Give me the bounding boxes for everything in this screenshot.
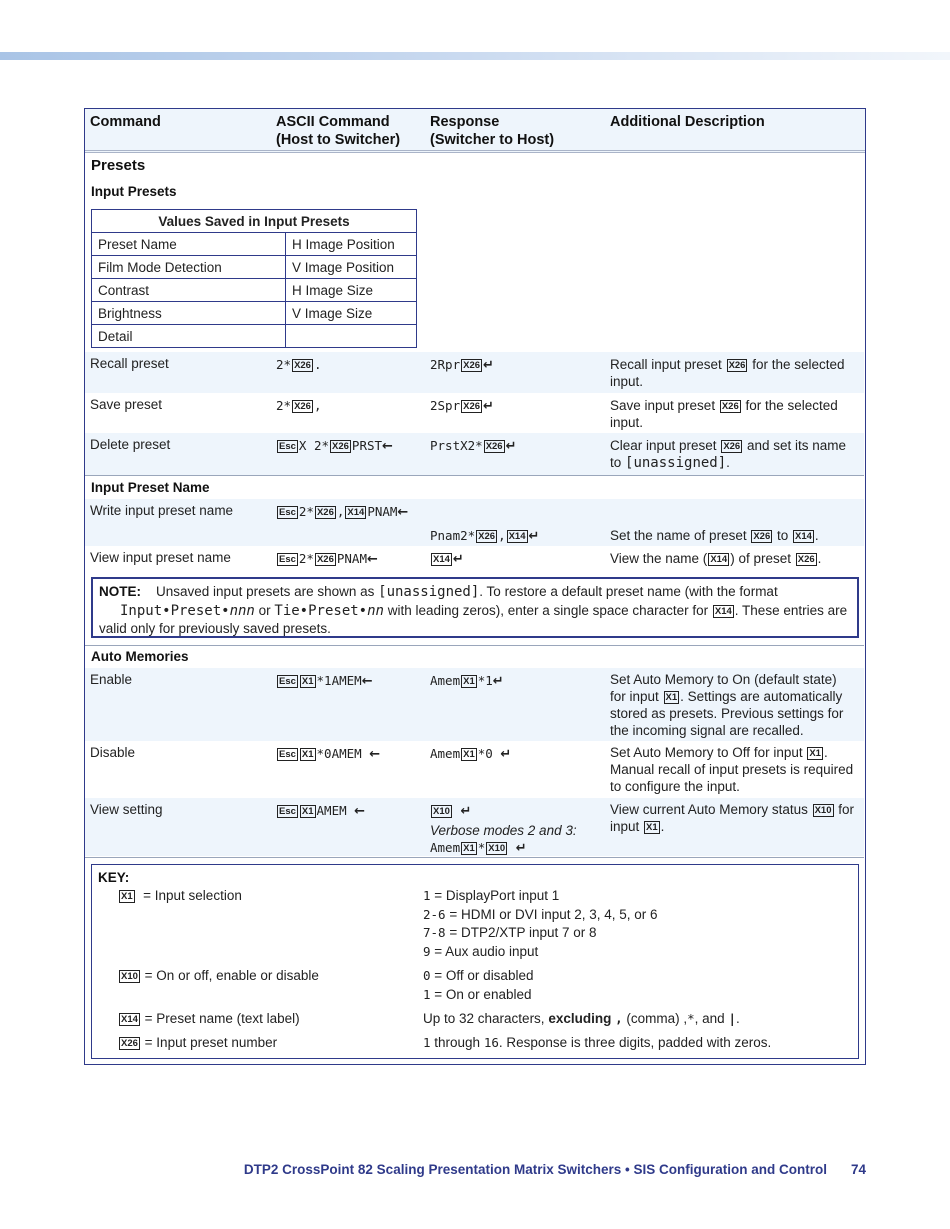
command-label: View setting xyxy=(90,802,163,817)
left-arrow-icon: ← xyxy=(361,674,373,689)
description: View current Auto Memory status X10 for input X1 . xyxy=(610,802,855,834)
description: Clear input preset X26 and set its name to [unassigned]. xyxy=(610,438,847,471)
table-header xyxy=(85,109,865,153)
section-auto-memories-title: Auto Memories xyxy=(91,649,189,664)
row-auto-memory-view xyxy=(85,798,864,856)
command-label: Delete preset xyxy=(90,437,171,452)
key-x1-values: 1 = DisplayPort input 1 2-6 = HDMI or DVI input 2, 3, 4, 5, or 6 7-8 = DTP2/XTP input 7 or 8 9 = Aux audio input xyxy=(423,888,658,959)
command-label: Enable xyxy=(90,672,133,687)
enter-arrow-icon: ↵ xyxy=(505,439,517,454)
section-preset-name-title: Input Preset Name xyxy=(91,480,210,495)
esc-key-icon: Esc xyxy=(279,507,296,518)
description: Set Auto Memory to On (default state) for input X1 . Settings are automatically stored as presets. Previous settings for the incoming signal are recalled. xyxy=(610,672,844,738)
row-delete-preset xyxy=(85,433,864,475)
response: Amem X1 *0 ↵ xyxy=(430,746,512,762)
enter-arrow-icon: ↵ xyxy=(483,399,494,414)
enter-arrow-icon: ↵ xyxy=(492,674,504,689)
left-arrow-icon: ← xyxy=(397,505,409,520)
ascii-command: Esc 2* X26 PNAM← xyxy=(279,551,378,567)
table-row: Film Mode Detection V Image Position xyxy=(92,256,417,279)
ascii-command: 2* X26 . xyxy=(276,357,322,372)
section-divider xyxy=(85,475,864,476)
response: 2Rpr X26 ↵ xyxy=(430,357,494,373)
description: Set the name of preset X26 to X14 . xyxy=(610,528,819,543)
note-label: NOTE: xyxy=(99,584,141,599)
command-table xyxy=(84,108,866,1065)
left-arrow-icon: ← xyxy=(369,747,381,762)
command-label: Disable xyxy=(90,745,136,760)
left-arrow-icon: ← xyxy=(354,804,366,819)
section-divider xyxy=(85,857,864,858)
enter-arrow-icon: ↵ xyxy=(528,529,540,544)
esc-key-icon: Esc xyxy=(279,554,296,565)
enter-arrow-icon: ↵ xyxy=(483,358,494,373)
command-label: View input preset name xyxy=(90,550,231,565)
row-auto-memory-disable xyxy=(85,741,864,798)
table-row: Contrast H Image Size xyxy=(92,279,417,302)
ascii-command: 2* X26 , xyxy=(276,398,322,413)
footer-title: DTP2 CrossPoint 82 Scaling Presentation Matrix Switchers • SIS Configuration and Control xyxy=(243,1162,827,1177)
header-description: Additional Description xyxy=(610,114,765,130)
row-view-preset-name xyxy=(85,546,864,572)
response: X14 ↵ xyxy=(433,552,464,567)
values-table-title: Values Saved in Input Presets xyxy=(92,210,417,233)
command-label: Write input preset name xyxy=(90,503,234,518)
header-ascii: ASCII Command (Host to Switcher) xyxy=(276,114,401,148)
description: Recall input preset X26 for the selected input. xyxy=(610,357,845,389)
page-number: 74 xyxy=(850,1162,866,1177)
ascii-command: Esc X 2* X26 PRST← xyxy=(279,438,393,454)
esc-key-icon: Esc xyxy=(279,676,296,687)
row-save-preset xyxy=(85,393,864,433)
response: 2Spr X26 ↵ xyxy=(430,398,494,414)
command-label: Recall preset xyxy=(90,356,169,371)
enter-arrow-icon: ↵ xyxy=(500,747,512,762)
enter-arrow-icon: ↵ xyxy=(460,804,472,819)
section-input-presets-title: Input Presets xyxy=(91,184,177,199)
description: Set Auto Memory to Off for input X1 . Manual recall of input presets is required to configure the input. xyxy=(610,745,854,794)
key-x10-values: 0 = Off or disabled 1 = On or enabled xyxy=(423,968,534,1002)
header-command: Command xyxy=(90,114,161,130)
ascii-command: Esc X1 AMEM ← xyxy=(279,803,366,819)
key-x14-values: Up to 32 characters, excluding , (comma) ,*, and |. xyxy=(423,1011,740,1026)
description: Save input preset X26 for the selected input. xyxy=(610,398,838,430)
description: View the name ( X14 ) of preset X26 . xyxy=(610,551,822,566)
row-auto-memory-enable xyxy=(85,668,864,741)
key-box xyxy=(91,864,859,1059)
key-title: KEY: xyxy=(98,870,130,885)
response: X10 ↵ Verbose modes 2 and 3: Amem X1 * X10 ↵ xyxy=(430,804,577,856)
row-recall-preset xyxy=(85,352,864,393)
row-write-preset-name xyxy=(85,499,864,546)
table-row: Preset Name H Image Position xyxy=(92,233,417,256)
enter-arrow-icon: ↵ xyxy=(452,552,464,567)
left-arrow-icon: ← xyxy=(382,439,393,454)
ascii-command: Esc X1 *0AMEM ← xyxy=(279,746,381,762)
header-response: Response (Switcher to Host) xyxy=(430,114,555,148)
key-x10-label: X10 = On or off, enable or disable xyxy=(121,968,319,983)
response: Pnam2* X26 , X14 ↵ xyxy=(430,528,540,544)
command-label: Save preset xyxy=(90,397,163,412)
note-box: NOTE: Unsaved input presets are shown as [unassigned]. To restore a default preset name (with the format Input•Preset•nnn or Tie•Preset•nn with leading zeros), enter a single space character for X14 . These entries are valid only for previously saved presets. xyxy=(91,577,859,638)
left-arrow-icon: ← xyxy=(366,552,378,567)
key-x14-label: X14 = Preset name (text label) xyxy=(121,1011,300,1026)
section-presets-title: Presets xyxy=(91,157,146,174)
key-x26-label: X26 = Input preset number xyxy=(121,1035,278,1050)
table-row: Detail xyxy=(92,325,417,348)
page-footer xyxy=(244,1162,866,1177)
values-saved-table xyxy=(91,209,417,348)
response: PrstX2* X26 ↵ xyxy=(430,438,517,454)
esc-key-icon: Esc xyxy=(279,806,296,817)
ascii-command: Esc 2* X26 , X14 PNAM← xyxy=(279,504,409,520)
response: Amem X1 *1↵ xyxy=(430,673,504,689)
table-row: Brightness V Image Size xyxy=(92,302,417,325)
enter-arrow-icon: ↵ xyxy=(515,841,527,856)
esc-key-icon: Esc xyxy=(279,441,296,452)
header-gradient-bar xyxy=(0,52,950,60)
key-x26-values: 1 through 16. Response is three digits, padded with zeros. xyxy=(423,1035,772,1050)
section-divider xyxy=(85,645,864,646)
esc-key-icon: Esc xyxy=(279,749,296,760)
key-x1-label: X1 = Input selection xyxy=(121,888,242,903)
ascii-command: Esc X1 *1AMEM← xyxy=(279,673,373,689)
